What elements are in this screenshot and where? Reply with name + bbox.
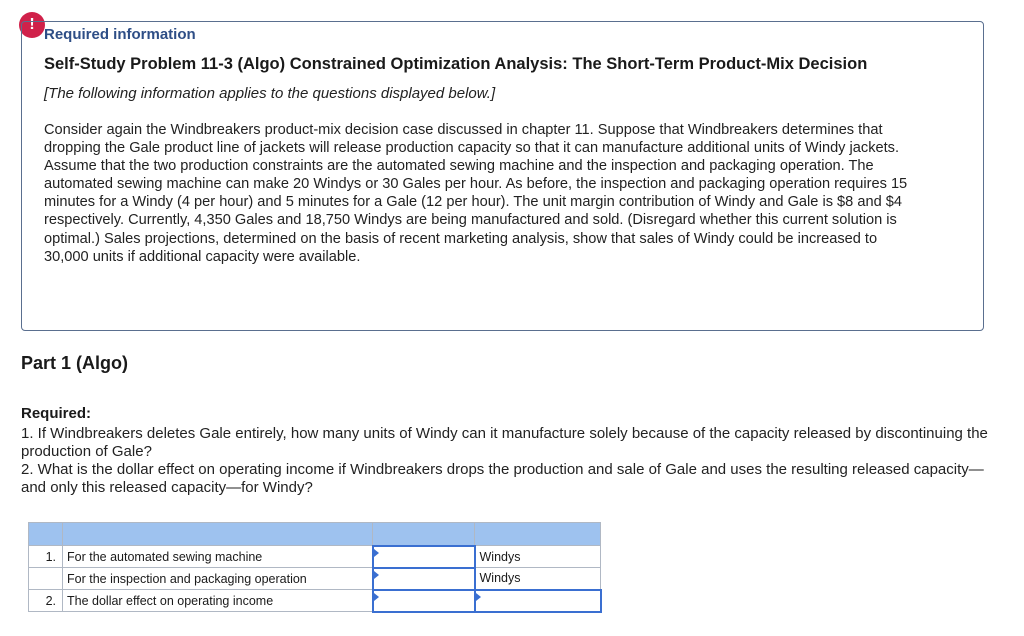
problem-title: Self-Study Problem 11-3 (Algo) Constrained Optimization Analysis: The Short-Term Product-Mix Decision <box>44 55 868 73</box>
row-number: 2. <box>29 590 63 612</box>
question-1: 1. If Windbreakers deletes Gale entirely, how many units of Windy can it manufacture solely because of the capacity released by discontinuing the production of Gale? <box>21 425 988 460</box>
row-label: For the automated sewing machine <box>63 546 373 568</box>
row-unit: Windys <box>475 546 601 568</box>
alert-icon: ! <box>19 12 45 38</box>
answer-cell <box>373 568 475 590</box>
dollar-effect-input[interactable] <box>374 591 474 611</box>
answer-table <box>28 522 602 613</box>
question-2: 2. What is the dollar effect on operating income if Windbreakers drops the production and sale of Gale and uses the resulting released capacity—and only this released capacity—for Windy? <box>21 461 984 496</box>
info-note: [The following information applies to the questions displayed below.] <box>44 85 496 102</box>
input-marker-icon <box>374 571 379 579</box>
input-marker-icon <box>374 549 379 557</box>
row-unit: Windys <box>475 568 601 590</box>
row-number <box>29 568 63 590</box>
answer-table-header <box>29 523 601 546</box>
row-label: For the inspection and packaging operation <box>63 568 373 590</box>
table-row <box>29 590 601 612</box>
input-marker-icon <box>476 593 481 601</box>
answer-cell <box>475 590 601 612</box>
dollar-effect-label-select[interactable] <box>480 591 596 611</box>
part-title: Part 1 (Algo) <box>21 353 129 373</box>
row-label: The dollar effect on operating income <box>63 590 373 612</box>
answer-cell <box>373 546 475 568</box>
inspection-packaging-windys-input[interactable] <box>374 569 474 589</box>
answer-cell <box>373 590 475 612</box>
required-information-heading: Required information <box>44 26 196 43</box>
required-label: Required: <box>21 405 92 422</box>
row-number: 1. <box>29 546 63 568</box>
sewing-machine-windys-input[interactable] <box>374 547 474 567</box>
table-row <box>29 568 601 590</box>
input-marker-icon <box>374 593 379 601</box>
table-row <box>29 546 601 568</box>
problem-description: Consider again the Windbreakers product-mix decision case discussed in chapter 11. Suppose that Windbreakers determines that dropping the Gale product line of jackets will release production capacity so that it can manufacture additional units of Windy jackets. Assume that the two production constraints are the automated sewing machine and the inspection and packaging operation. The automated sewing machine can make 20 Windys or 30 Gales per hour. As before, the inspection and packaging operation requires 15 minutes for a Windy (4 per hour) and 5 minutes for a Gale (12 per hour). The unit margin contribution of Windy and Gale is $8 and $4 respectively. Currently, 4,350 Gales and 18,750 Windys are being manufactured and sold. (Disregard whether this current solution is optimal.) Sales projections, determined on the basis of recent marketing analysis, show that sales of Windy could be increased to 30,000 units if additional capacity were available. <box>44 122 908 265</box>
